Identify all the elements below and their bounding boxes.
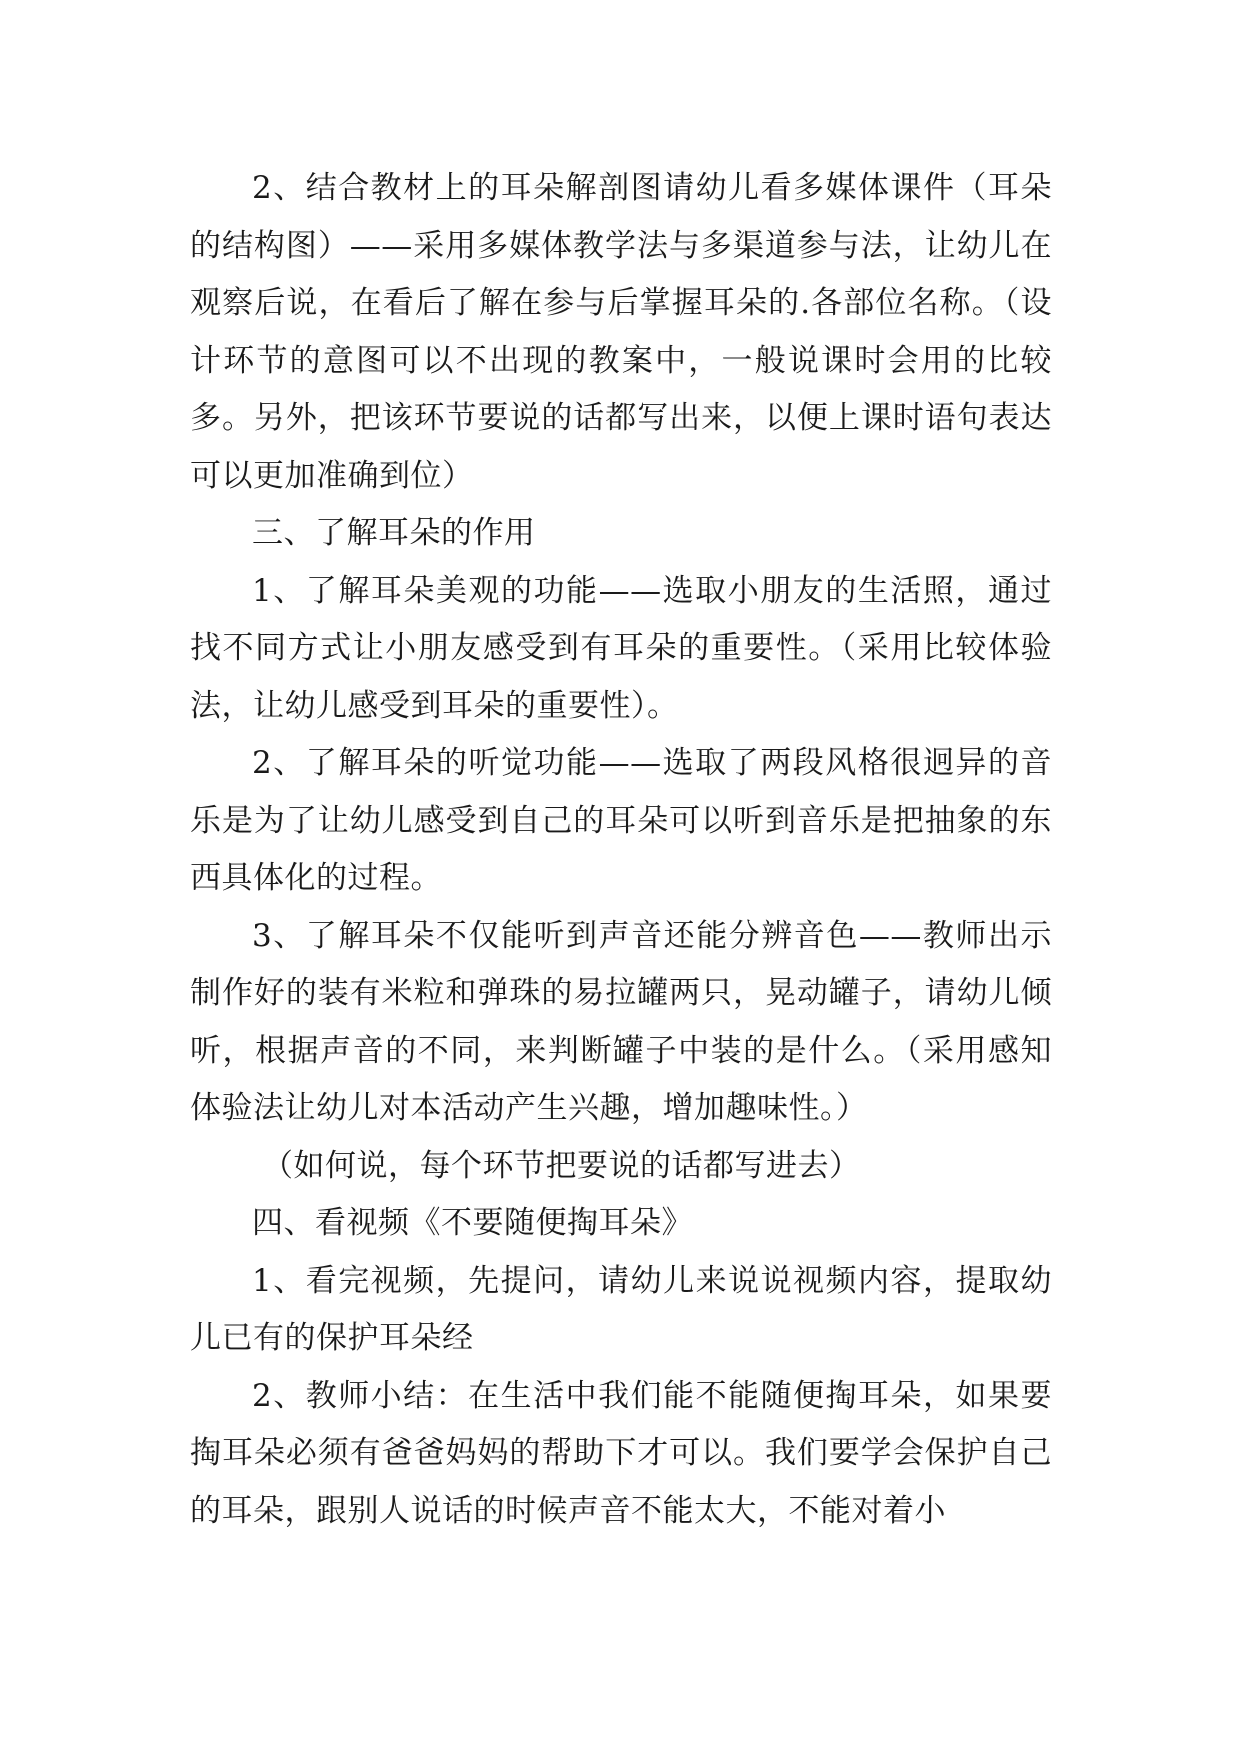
paragraph-anatomy-diagram: 2、结合教材上的耳朵解剖图请幼儿看多媒体课件（耳朵的结构图）——采用多媒体教学法与多渠道参与法，让幼儿在观察后说，在看后了解在参与后掌握耳朵的.各部位名称。（设计环节的意图可以不出现的教案中，一般说课时会用的比较多。另外，把该环节要说的话都写出来，以便上课时语句表达可以更加准确到位）: [190, 170, 1052, 494]
paragraph-note: （如何说，每个环节把要说的话都写进去）: [262, 1147, 861, 1184]
paragraph-teacher-summary: 2、教师小结：在生活中我们能不能随便掏耳朵，如果要掏耳朵必须有爸爸妈妈的帮助下才可以。我们要学会保护自己的耳朵，跟别人说话的时候声音不能太大，不能对着小: [190, 1377, 1052, 1529]
section-heading-video: 四、看视频《不要随便掏耳朵》: [252, 1205, 693, 1241]
document-body: [190, 160, 1052, 1540]
paragraph-hearing-function: 2、了解耳朵的听觉功能——选取了两段风格很迥异的音乐是为了让幼儿感受到自己的耳朵可以听到音乐是把抽象的东西具体化的过程。: [190, 745, 1052, 896]
section-heading-ear-function: 三、了解耳朵的作用: [252, 515, 536, 551]
paragraph-appearance-function: 1、了解耳朵美观的功能——选取小朋友的生活照，通过找不同方式让小朋友感受到有耳朵的重要性。（采用比较体验法，让幼儿感受到耳朵的重要性）。: [190, 572, 1052, 724]
paragraph-video-questions: 1、看完视频，先提问，请幼儿来说说视频内容，提取幼儿已有的保护耳朵经: [190, 1262, 1052, 1356]
paragraph-timbre-distinction: 3、了解耳朵不仅能听到声音还能分辨音色——教师出示制作好的装有米粒和弹珠的易拉罐两只，晃动罐子，请幼儿倾听，根据声音的不同，来判断罐子中装的是什么。（采用感知体验法让幼儿对本活动产生兴趣，增加趣味性。）: [190, 917, 1052, 1126]
